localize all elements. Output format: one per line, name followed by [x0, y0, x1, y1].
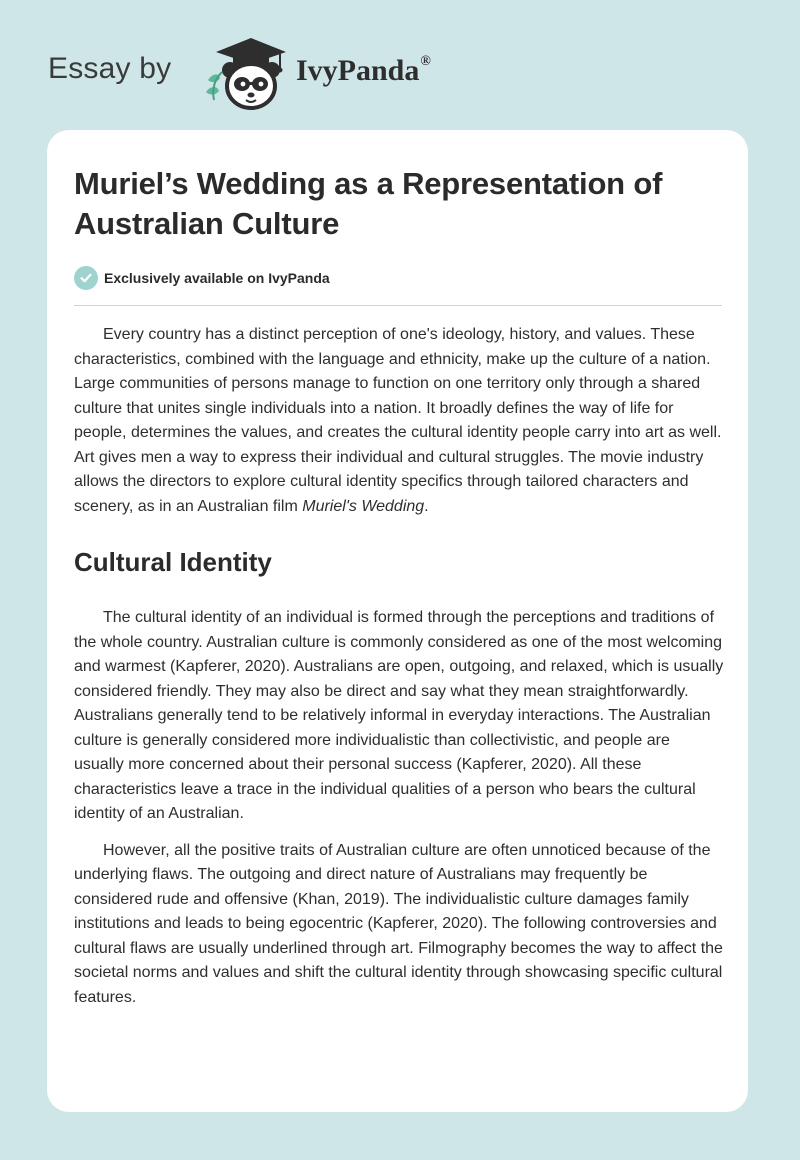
- body-paragraph: However, all the positive traits of Australian culture are often unnoticed because of the underlying flaws. The outgoing and direct nature of Australians may frequently be considered rude and offensive (Khan, 2019). The individualistic culture damages family institutions and leads to being egocentric (Kapferer, 2020). The following controversies and cultural flaws are usually underlined through art. Filmography becomes the way to affect the societal norms and values and shift the cultural identity through showcasing specific cultural features.: [74, 841, 723, 1006]
- exclusive-notice: [74, 264, 724, 292]
- essay-by-label: Essay by: [48, 52, 172, 85]
- exclusive-label: Exclusively available on IvyPanda: [104, 270, 330, 286]
- check-circle-icon: [74, 266, 98, 290]
- site-header: [48, 30, 748, 110]
- article-card: [47, 130, 748, 1112]
- article-content: [74, 164, 724, 1010]
- panda-graduate-icon[interactable]: [200, 34, 292, 112]
- registered-mark: ®: [420, 54, 431, 69]
- intro-paragraph: Every country has a distinct perception of one's ideology, history, and values. These characteristics, combined with the language and ethnicity, make up the culture of a nation. Large communities of persons manage to function on one territory only through a shared culture that unites single individuals into a nation. It broadly defines the way of life for people, determines the values, and creates the cultural identity people carry into art as well. Art gives men a way to express their individual and cultural struggles. The movie industry allows the directors to explore cultural identity specifics through tailored characters and scenery, as in an Australian film Muriel's Wedding.: [74, 326, 722, 515]
- brand-name[interactable]: IvyPanda®: [296, 54, 431, 87]
- section-heading: Cultural Identity: [74, 547, 272, 577]
- divider: [74, 305, 722, 306]
- body-paragraph: The cultural identity of an individual is formed through the perceptions and traditions of the whole country. Australian culture is commonly considered as one of the most welcoming and warmest (Kapferer, 2020). Australians are open, outgoing, and relaxed, which is usually considered friendly. They may also be direct and say what they mean straightforwardly. Australians generally tend to be relatively informal in everyday interactions. The Australian culture is generally considered more individualistic than collectivistic, and people are usually more concerned about their personal success (Kapferer, 2020). All these characteristics leave a trace in the individual qualities of a person who bears the cultural identity of an Australian.: [74, 609, 724, 822]
- film-title: Muriel's Wedding: [302, 497, 425, 515]
- article-title: Muriel’s Wedding as a Representation of Australian Culture: [74, 166, 663, 241]
